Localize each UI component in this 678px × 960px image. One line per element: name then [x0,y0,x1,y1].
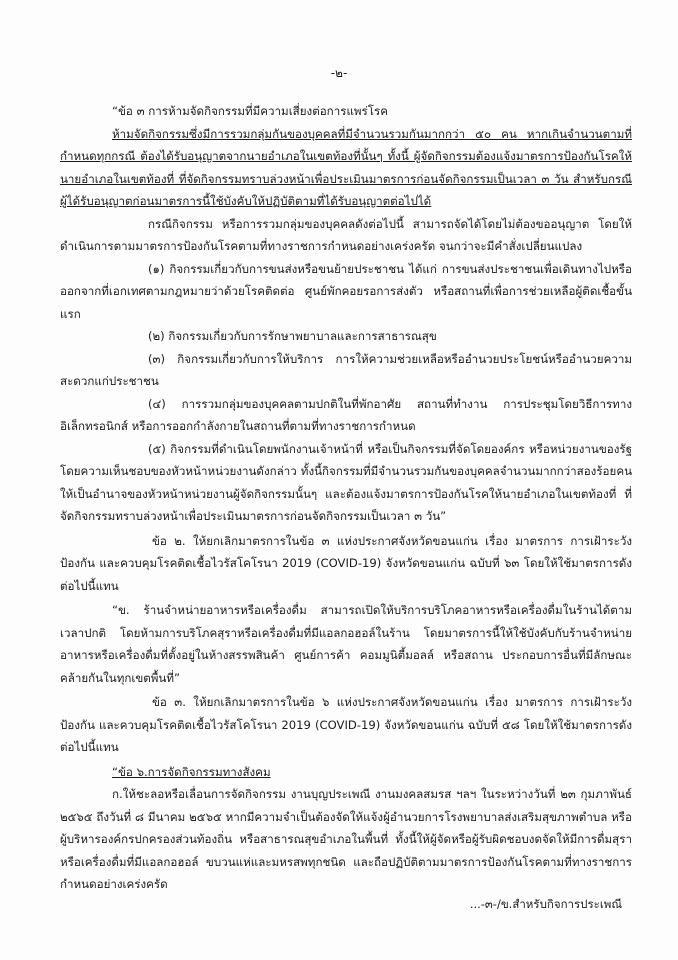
exemption-item-2: (๒) กิจกรรมเกี่ยวกับการรักษาพยาบาลและการสาธารณสุข [148,329,437,343]
exemption-item-1: (๑) กิจกรรมเกี่ยวกับการขนส่งหรือขนย้ายประชาชน ได้แก่ การขนส่งประชาชนเพื่อเดินทางไปหรือออกจากที่เอกเทศตามกฎหมายว่าด้วยโรคติดต่อ ศูนย์พักคอยรอการส่งตัว หรือสถานที่เพื่อการช่วยเหลือผู้ติดเชื้อขั้นแรก [60,261,632,321]
article-3: ข้อ ๓. ให้ยกเลิกมาตรการในข้อ ๖ แห่งประกาศจังหวัดขอนแก่น เรื่อง มาตรการ การเฝ้าระวัง ป้องกัน และควบคุมโรคติดเชื้อไวรัสโคโรนา 2019 (COVID-19) จังหวัดขอนแก่น ฉบับที่ ๕๘ โดยให้ใช้มาตรการดังต่อไปนี้แทน [60,695,632,754]
exemption-item-5: (๕) กิจกรรมที่ดำเนินโดยพนักงานเจ้าหน้าที่ หรือเป็นกิจกรรมที่จัดโดยองค์กร หรือหน่วยงานของรัฐโดยความเห็นชอบของหัวหน้าหน่วยงานดังกล่าว ทั้งนี้กิจกรรมที่มีจำนวนรวมกันของบุคคลจำนวนมากกว่าสองร้อยคนให้เป็นอำนาจของหัวหน้าหน่วยงานผู้จัดกิจกรรมนั้นๆ และต้องแจ้งมาตรการป้องกันโรคให้นายอำเภอในเขตท้องที่ ที่จัดกิจกรรมทราบล่วงหน้าเพื่อประเมินมาตรการก่อนจัดกิจกรรมเป็นเวลา ๓ วัน” [60,441,632,523]
article-2: ข้อ ๒. ให้ยกเลิกมาตรการในข้อ ๓ แห่งประกาศจังหวัดขอนแก่น เรื่อง มาตรการ การเฝ้าระวัง ป้องกัน และควบคุมโรคติดเชื้อไวรัสโคโรนา 2019 (COVID-19) จังหวัดขอนแก่น ฉบับที่ ๖๓ โดยให้ใช้มาตรการดังต่อไปนี้แทน [60,533,632,593]
document-body [60,100,632,896]
clause-3-exemptions: กรณีกิจกรรม หรือการรวมกลุ่มของบุคคลดังต่อไปนี้ สามารถจัดได้โดยไม่ต้องขออนุญาต โดยให้ดำเนินการตามมาตรการป้องกันโรคตามที่ทางราชการกำหนดอย่างเคร่งครัด จนกว่าจะมีคำสั่งเปลี่ยนแปลง [60,216,632,253]
clause-6-item-a: ก.ให้ชะลอหรือเลื่อนการจัดกิจกรรม งานบุญประเพณี งานมงคลสมรส ฯลฯ ในระหว่างวันที่ ๒๓ กุมภาพันธ์ ๒๕๖๕ ถึงวันที่ ๘ มีนาคม ๒๕๖๕ หากมีความจำเป็นต้องจัดให้แจ้งผู้อำนวยการโรงพยาบาลส่งเสริมสุขภาพตำบล หรือผู้บริหารองค์กรปกครองส่วนท้องถิ่น หรือสาธารณสุขอำเภอในพื้นที่ ทั้งนี้ให้ผู้จัดหรือผู้รับผิดชอบงดจัดให้มีการดื่มสุราหรือเครื่องดื่มที่มีแอลกอฮอล์ ขบวนแห่และมหรสพทุกชนิด และถือปฏิบัติตามมาตรการป้องกันโรคตามที่ทางราชการกำหนดอย่างเคร่งครัด [60,787,632,891]
clause-3-heading: “ข้อ ๓ การห้ามจัดกิจกรรมที่มีความเสี่ยงต่อการแพร่โรค [112,104,388,118]
exemption-item-3: (๓) กิจกรรมเกี่ยวกับการให้บริการ การให้ความช่วยเหลือหรืออำนวยประโยชน์หรืออำนวยความสะดวกแก่ประชาชน [60,351,632,388]
article-2-restaurant-measure: “ข. ร้านจำหน่ายอาหารหรือเครื่องดื่ม สามารถเปิดให้บริการบริโภคอาหารหรือเครื่องดื่มในร้านได้ตามเวลาปกติ โดยห้ามการบริโภคสุราหรือเครื่องดื่มที่มีแอลกอฮอล์ในร้าน โดยมาตรการนี้ให้ใช้บังคับกับร้านจำหน่ายอาหารหรือเครื่องดื่มที่ตั้งอยู่ในห้างสรรพสินค้า ศูนย์การค้า คอมมูนิตี้มอลล์ หรือสถาน ประกอบการอื่นที่มีลักษณะคล้ายกันในทุกเขตพื้นที่” [60,603,632,685]
clause-3-prohibition: ห้ามจัดกิจกรรมซึ่งมีการรวมกลุ่มกันของบุคคลที่มีจำนวนรวมกันมากกว่า ๕๐ คน หากเกินจำนวนตามที่กำหนดทุกกรณี ต้องได้รับอนุญาตจากนายอำเภอในเขตท้องที่นั้นๆ ทั้งนี้ ผู้จัดกิจกรรมต้องแจ้งมาตรการป้องกันโรคให้นายอำเภอในเขตท้องที่ ที่จัดกิจกรรมทราบล่วงหน้าเพื่อประเมินมาตรการก่อนจัดกิจกรรมเป็นเวลา ๓ วัน สำหรับกรณีผู้ได้รับอนุญาตก่อนมาตรการนี้ใช้บังคับให้ปฏิบัติตามที่ได้รับอนุญาตต่อไปได้ [60,126,632,208]
page-number: -๒- [330,66,348,80]
exemption-item-4: (๔) การรวมกลุ่มของบุคคลตามปกติในที่พักอาศัย สถานที่ทำงาน การประชุมโดยวิธีการทางอิเล็กทรอนิกส์ หรือการออกกำลังกายในสถานที่ตามที่ทางราชการกำหนด [60,396,632,433]
clause-6-heading: “ข้อ ๖.การจัดกิจกรรมทางสังคม [112,764,271,779]
continuation-reference: ...-๓-/ข.สำหรับกิจการประเพณี [469,897,622,911]
